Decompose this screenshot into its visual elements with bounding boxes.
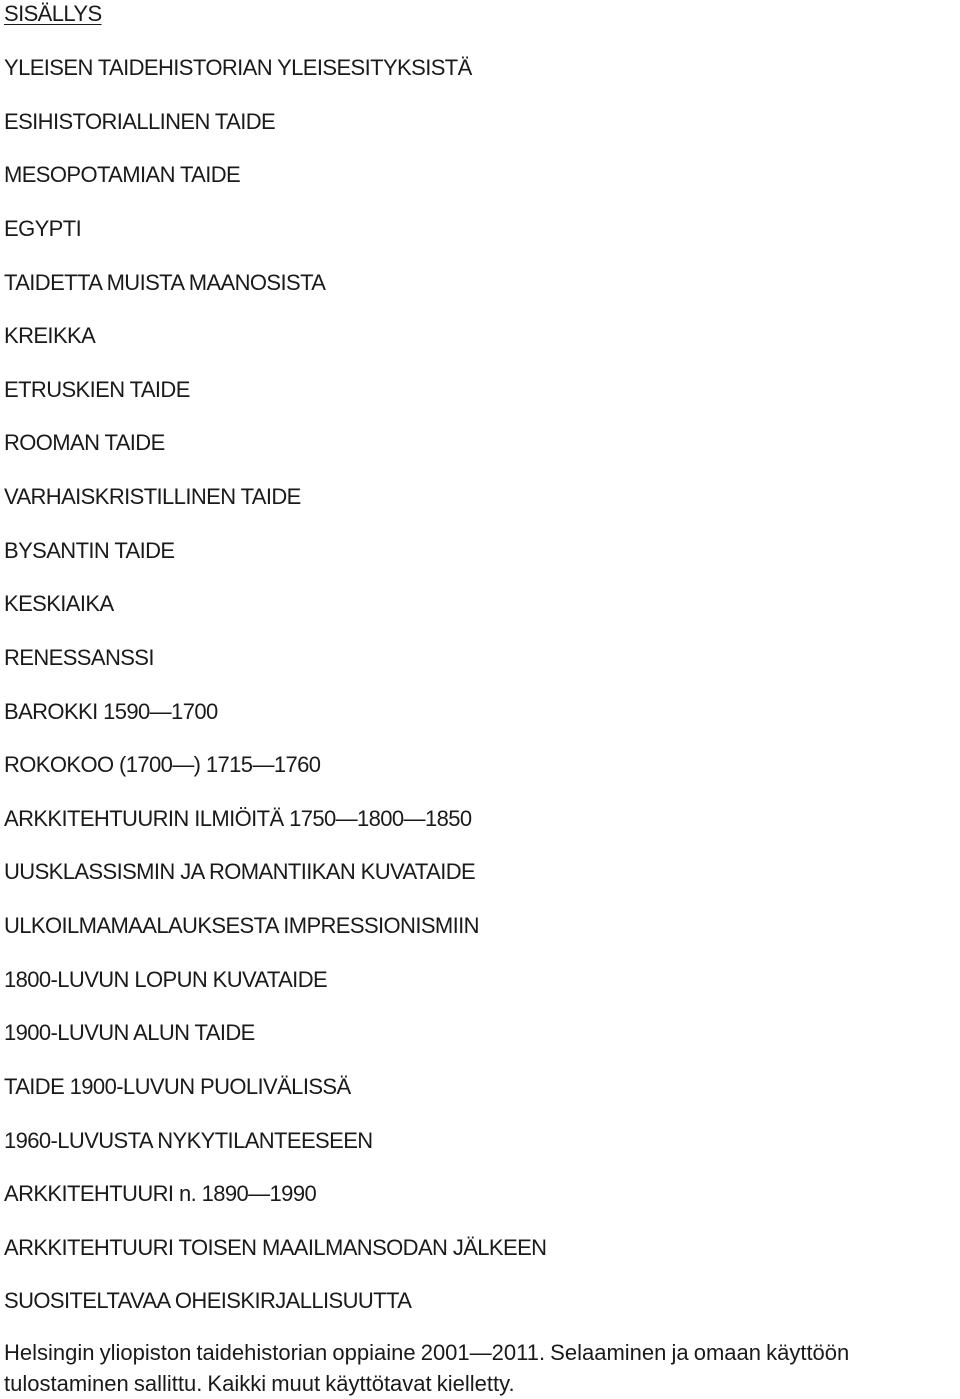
toc-item: ROOMAN TAIDE xyxy=(4,430,165,456)
copyright-notice: Helsingin yliopiston taidehistorian oppiaine 2001—2011. Selaaminen ja omaan käyttöön tulostaminen sallittu. Kaikki muut käyttötavat kielletty. xyxy=(4,1340,850,1396)
toc-item: KREIKKA xyxy=(4,323,96,349)
toc-heading[interactable]: SISÄLLYS xyxy=(4,1,102,26)
toc-item: ARKKITEHTUURI n. 1890—1990 xyxy=(4,1181,317,1207)
toc-item: BYSANTIN TAIDE xyxy=(4,537,175,563)
toc-item: ULKOILMAMAALAUKSESTA IMPRESSIONISMIIN xyxy=(4,913,479,938)
toc-item: TAIDE 1900-LUVUN PUOLIVÄLISSÄ xyxy=(4,1073,351,1099)
toc-item: KESKIAIKA xyxy=(4,591,114,617)
toc-item: EGYPTI xyxy=(4,215,82,241)
toc-item: VARHAISKRISTILLINEN TAIDE xyxy=(4,484,301,509)
toc-item: UUSKLASSISMIN JA ROMANTIIKAN KUVATAIDE xyxy=(4,859,476,885)
toc-item: 1960-LUVUSTA NYKYTILANTEESEEN xyxy=(4,1127,373,1153)
toc-item: 1800-LUVUN LOPUN KUVATAIDE xyxy=(4,966,328,992)
toc-item: TAIDETTA MUISTA MAANOSISTA xyxy=(4,269,326,295)
toc-item: SUOSITELTAVAA OHEISKIRJALLISUUTTA xyxy=(4,1288,412,1314)
toc-item: MESOPOTAMIAN TAIDE xyxy=(4,162,241,188)
toc-item: ARKKITEHTUURI TOISEN MAAILMANSODAN JÄLKEEN xyxy=(4,1234,547,1260)
toc-item: ARKKITEHTUURIN ILMIÖITÄ 1750—1800—1850 xyxy=(4,805,472,831)
table-of-contents xyxy=(4,54,546,1341)
toc-item: ROKOKOO (1700—) 1715—1760 xyxy=(4,752,321,778)
toc-item: RENESSANSSI xyxy=(4,644,154,670)
toc-item: 1900-LUVUN ALUN TAIDE xyxy=(4,1020,255,1046)
toc-item: ETRUSKIEN TAIDE xyxy=(4,376,190,402)
toc-item: BAROKKI 1590—1700 xyxy=(4,698,218,724)
toc-item: ESIHISTORIALLINEN TAIDE xyxy=(4,108,276,134)
toc-item: YLEISEN TAIDEHISTORIAN YLEISESITYKSISTÄ xyxy=(4,55,472,80)
